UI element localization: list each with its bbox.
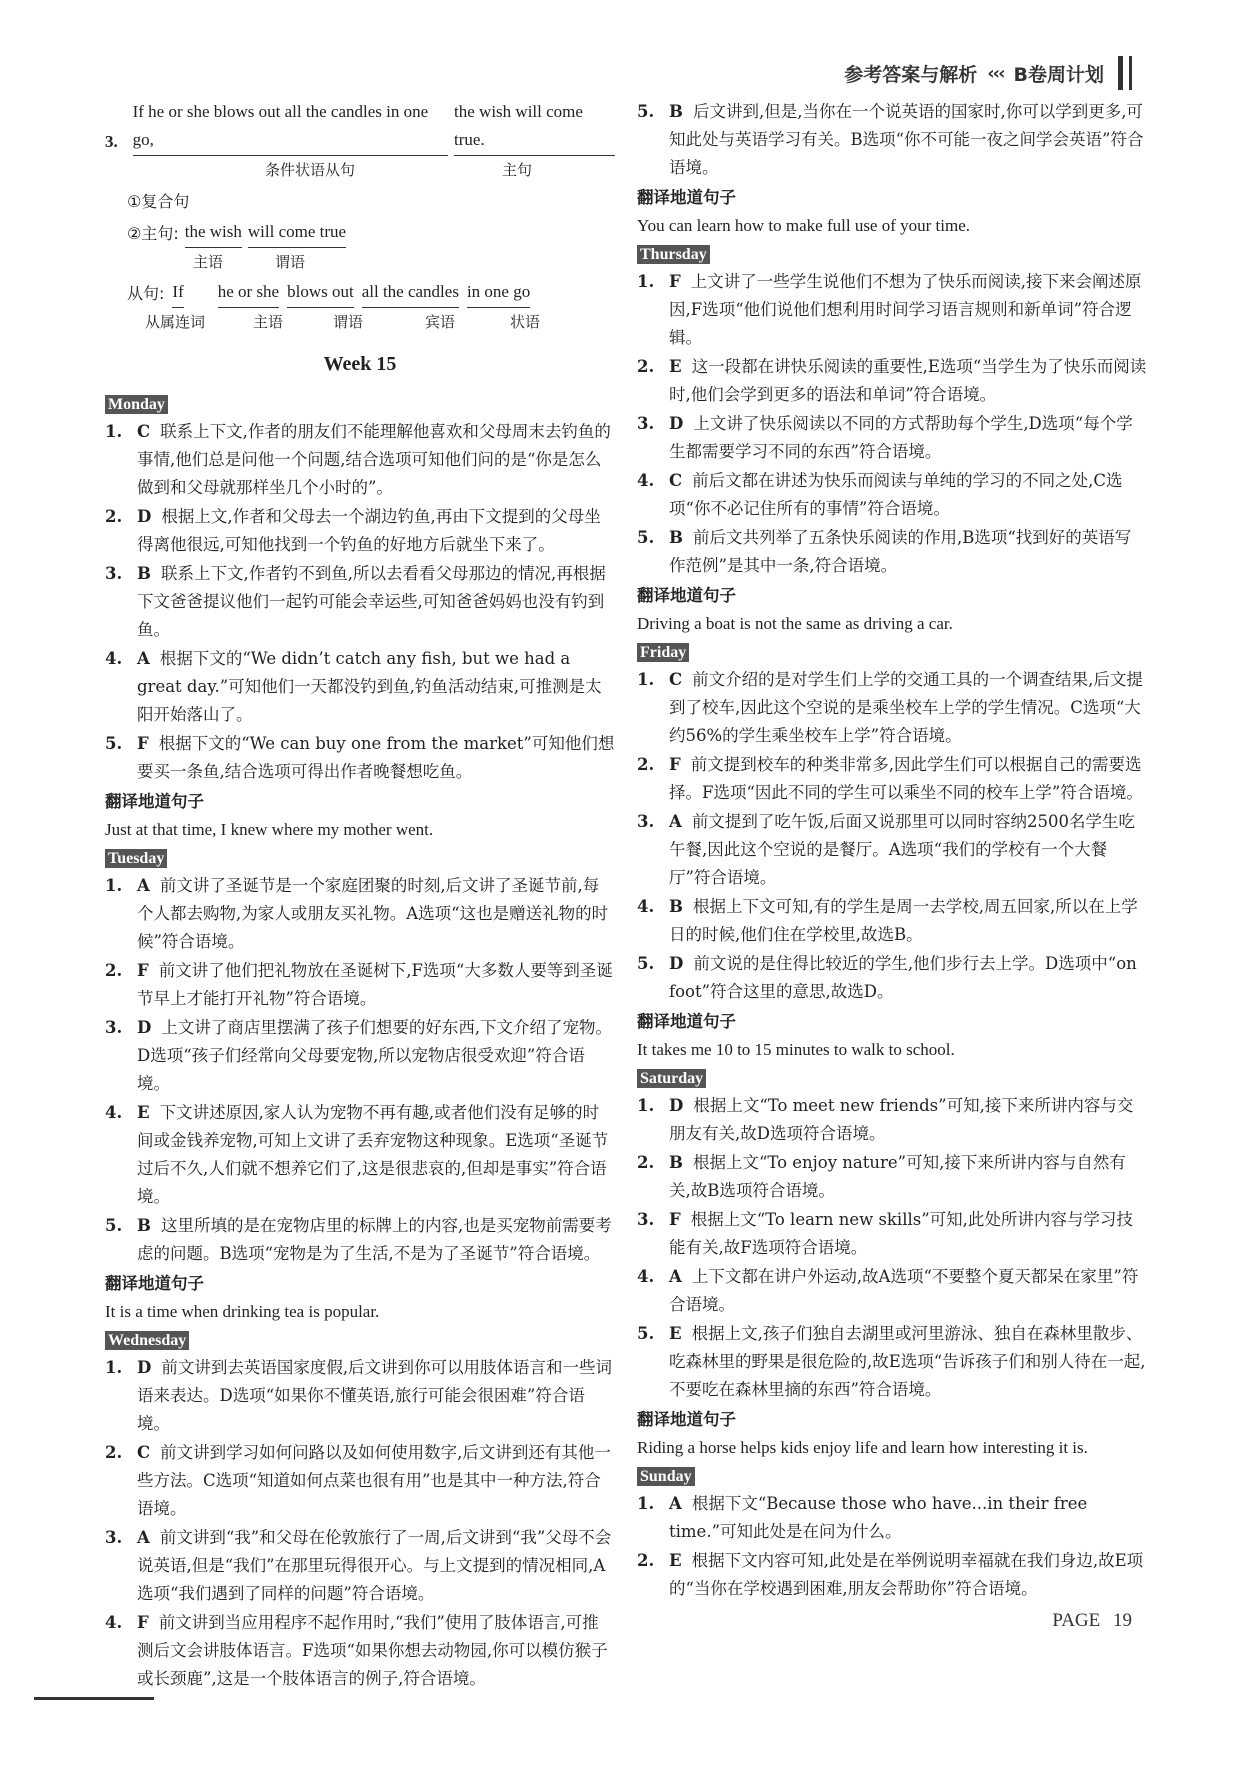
sub-object: all the candles — [362, 278, 459, 308]
list-item: 4. B 根据上下文可知,有的学生是周一去学校,周五回家,所以在上学日的时候,他们住在学校里,故选B。 — [637, 897, 1138, 944]
day-tag-friday: Friday — [637, 643, 689, 662]
list-item: 4. F 前文讲到当应用程序不起作用时,“我们”使用了肢体语言,可推测后文会讲肢体语言。F选项“如果你想去动物园,你可以模仿猴子或长颈鹿”,这是一个肢体语言的例子,符合语境。 — [105, 1613, 608, 1688]
list-item: 5. B 后文讲到,但是,当你在一个说英语的国家时,你可以学到更多,可知此处与英语学习有关。B选项“你不可能一夜之间学会英语”符合语境。 — [637, 102, 1144, 177]
right-column — [637, 98, 1147, 1604]
translation-wednesday: You can learn how to make full use of your time. — [637, 216, 971, 235]
week-title: Week 15 — [323, 353, 397, 375]
saturday-answers — [637, 1092, 1147, 1404]
main-subject-label: 主语 — [193, 253, 224, 271]
list-item: 1. C 联系上下文,作者的朋友们不能理解他喜欢和父母周末去钓鱼的事情,他们总是问他一个问题,结合选项可知他们问的是“你是怎么做到和父母就那样坐几个小时的”。 — [105, 422, 611, 497]
main-verb: will come true — [248, 218, 346, 248]
thursday-answers — [637, 268, 1147, 580]
sub-adverbial: in one go — [467, 278, 530, 308]
day-tag-tuesday: Tuesday — [105, 849, 167, 868]
day-tag-wednesday: Wednesday — [105, 1331, 189, 1350]
section-heading: 翻译地道句子 — [105, 1274, 204, 1293]
header-series: B卷周计划 — [1013, 63, 1104, 86]
page-label: PAGE — [1052, 1610, 1101, 1631]
translation-thursday: Driving a boat is not the same as driving a car. — [637, 614, 953, 633]
list-item: 4. A 上下文都在讲户外运动,故A选项“不要整个夏天都呆在家里”符合语境。 — [637, 1267, 1139, 1314]
list-item: 3. D 上文讲了快乐阅读以不同的方式帮助每个学生,D选项“每个学生都需要学习不同的东西”符合语境。 — [637, 414, 1133, 461]
list-item: 2. C 前文讲到学习如何问路以及如何使用数字,后文讲到还有其他一些方法。C选项“知道如何点菜也很有用”也是其中一种方法,符合语境。 — [105, 1443, 611, 1518]
list-item: 3. A 前文提到了吃午饭,后面又说那里可以同时容纳2500名学生吃午餐,因此这个空说的是餐厅。A选项“我们的学校有一个大餐厅”符合语境。 — [637, 812, 1136, 887]
list-item: 5. E 根据上文,孩子们独自去湖里或河里游泳、独自在森林里散步、吃森林里的野果是很危险的,故E选项“告诉孩子们和别人待在一起,不要吃在森林里摘的东西”符合语境。 — [637, 1324, 1146, 1399]
sub-verb-label: 谓语 — [333, 313, 364, 331]
list-item: 5. B 前后文共列举了五条快乐阅读的作用,B选项“找到好的英语写作范例”是其中一条,符合语境。 — [637, 528, 1132, 575]
main-clause: the wish will come true. — [454, 98, 615, 156]
translation-saturday: Riding a horse helps kids enjoy life and learn how interesting it is. — [637, 1438, 1088, 1457]
list-item: 2. D 根据上文,作者和父母去一个湖边钓鱼,再由下文提到的父母坐得离他很远,可知他找到一个钓鱼的好地方后就坐下来了。 — [105, 507, 601, 554]
list-item: 3. F 根据上文“To learn new skills”可知,此处所讲内容与学习技能有关,故F选项符合语境。 — [637, 1210, 1133, 1257]
list-item: 5. F 根据下文的“We can buy one from the market”可知他们想要买一条鱼,结合选项可得出作者晚餐想吃鱼。 — [105, 734, 615, 781]
grammar-analysis — [105, 98, 615, 334]
day-tag-sunday: Sunday — [637, 1467, 695, 1486]
grammar-number: 3. — [105, 132, 118, 151]
sunday-answers — [637, 1490, 1147, 1603]
section-heading: 翻译地道句子 — [105, 792, 204, 811]
section-heading: 翻译地道句子 — [637, 1410, 736, 1429]
tuesday-answers — [105, 872, 615, 1268]
list-item: 2. F 前文讲了他们把礼物放在圣诞树下,F选项“大多数人要等到圣诞节早上才能打开礼物”符合语境。 — [105, 961, 613, 1008]
page-footer — [1052, 1610, 1132, 1632]
sub-if-label: 从属连词 — [145, 313, 206, 331]
header-title: 参考答案与解析 — [844, 63, 978, 86]
list-item: 1. F 上文讲了一些学生说他们不想为了快乐而阅读,接下来会阐述原因,F选项“他们说他们想利用时间学习语言规则和新单词”符合逻辑。 — [637, 272, 1142, 347]
page-number: 19 — [1113, 1610, 1132, 1631]
list-item: 1. D 前文讲到去英语国家度假,后文讲到你可以用肢体语言和一些词语来表达。D选项“如果你不懂英语,旅行可能会很困难”符合语境。 — [105, 1358, 613, 1433]
translation-friday: It takes me 10 to 15 minutes to walk to school. — [637, 1040, 955, 1059]
list-item: 2. F 前文提到校车的种类非常多,因此学生们可以根据自己的需要选择。F选项“因此不同的学生可以乘坐不同的校车上学”符合语境。 — [637, 755, 1143, 802]
day-tag-thursday: Thursday — [637, 245, 710, 264]
list-item: 5. D 前文说的是住得比较近的学生,他们步行去上学。D选项中“on foot”符合这里的意思,故选D。 — [637, 954, 1137, 1001]
sub-object-label: 宾语 — [425, 313, 456, 331]
sub-verb: blows out — [287, 278, 354, 308]
sub-adverbial-label: 状语 — [510, 313, 541, 331]
list-item: 3. A 前文讲到“我”和父母在伦敦旅行了一周,后文讲到“我”父母不会说英语,但是“我们”在那里玩得很开心。与上文提到的情况相同,A选项“我们遇到了同样的问题”符合语境。 — [105, 1528, 612, 1603]
wednesday-answers — [105, 1354, 615, 1693]
double-bar-icon — [1118, 56, 1132, 90]
list-item: 3. D 上文讲了商店里摆满了孩子们想要的好东西,下文介绍了宠物。D选项“孩子们经常向父母要宠物,所以宠物店很受欢迎”符合语境。 — [105, 1018, 613, 1093]
main-subject: the wish — [185, 218, 242, 248]
main-prefix: ②主句: — [127, 224, 179, 243]
day-tag-saturday: Saturday — [637, 1069, 706, 1088]
left-column — [105, 98, 615, 1694]
list-item: 4. E 下文讲述原因,家人认为宠物不再有趣,或者他们没有足够的时间或金钱养宠物,可知上文讲了丢弃宠物这种现象。E选项“圣诞节过后不久,人们就不想养它们了,这是很悲哀的,但却是事实”符合语境。 — [105, 1103, 609, 1206]
list-item: 5. B 这里所填的是在宠物店里的标牌上的内容,也是买宠物前需要考虑的问题。B选项“宠物是为了生活,不是为了圣诞节”符合语境。 — [105, 1216, 612, 1263]
list-item: 2. E 根据下文内容可知,此处是在举例说明幸福就在我们身边,故E项的“当你在学校遇到困难,朋友会帮助你”符合语境。 — [637, 1551, 1144, 1598]
sub-if: If — [172, 278, 183, 308]
monday-answers — [105, 418, 615, 786]
sub-subject: he or she — [218, 278, 279, 308]
sub-prefix: 从句: — [127, 284, 165, 303]
chevrons-left-icon: ‹‹‹ — [987, 62, 1004, 84]
list-item: 1. A 根据下文“Because those who have...in their free time.”可知此处是在问为什么。 — [637, 1494, 1088, 1541]
list-item: 2. B 根据上文“To enjoy nature”可知,接下来所讲内容与自然有关,故B选项符合语境。 — [637, 1153, 1126, 1200]
section-heading: 翻译地道句子 — [637, 1012, 736, 1031]
label-conditional: 条件状语从句 — [265, 161, 356, 179]
list-item: 1. A 前文讲了圣诞节是一个家庭团聚的时刻,后文讲了圣诞节前,每个人都去购物,为家人或朋友买礼物。A选项“这也是赠送礼物的时候”符合语境。 — [105, 876, 609, 951]
conditional-clause: If he or she blows out all the candles in one go, — [133, 98, 448, 156]
day-tag-monday: Monday — [105, 395, 168, 414]
list-item: 1. D 根据上文“To meet new friends”可知,接下来所讲内容与交朋友有关,故D选项符合语境。 — [637, 1096, 1134, 1143]
section-heading: 翻译地道句子 — [637, 188, 736, 207]
list-item: 4. A 根据下文的“We didn’t catch any fish, but we had a great day.”可知他们一天都没钓到鱼,钓鱼活动结束,可推测是太阳开始落山了。 — [105, 649, 602, 724]
translation-monday: Just at that time, I knew where my mother went. — [105, 820, 434, 839]
friday-answers — [637, 666, 1147, 1006]
list-item: 3. B 联系上下文,作者钓不到鱼,所以去看看父母那边的情况,再根据下文爸爸提议他们一起钓可能会幸运些,可知爸爸妈妈也没有钓到鱼。 — [105, 564, 606, 639]
section-heading: 翻译地道句子 — [637, 586, 736, 605]
main-verb-label: 谓语 — [275, 253, 306, 271]
sub-subject-label: 主语 — [253, 313, 284, 331]
label-main: 主句 — [502, 161, 533, 179]
compound-label: ①复合句 — [127, 192, 190, 211]
page-header — [844, 56, 1132, 90]
translation-tuesday: It is a time when drinking tea is popular. — [105, 1302, 380, 1321]
list-item: 1. C 前文介绍的是对学生们上学的交通工具的一个调查结果,后文提到了校车,因此这个空说的是乘坐校车上学的学生情况。C选项“大约56%的学生乘坐校车上学”符合语境。 — [637, 670, 1143, 745]
bottom-rule — [34, 1697, 154, 1700]
list-item: 2. E 这一段都在讲快乐阅读的重要性,E选项“当学生为了快乐而阅读时,他们会学到更多的语法和单词”符合语境。 — [637, 357, 1147, 404]
list-item: 4. C 前后文都在讲述为快乐而阅读与单纯的学习的不同之处,C选项“你不必记住所有的事情”符合语境。 — [637, 471, 1123, 518]
